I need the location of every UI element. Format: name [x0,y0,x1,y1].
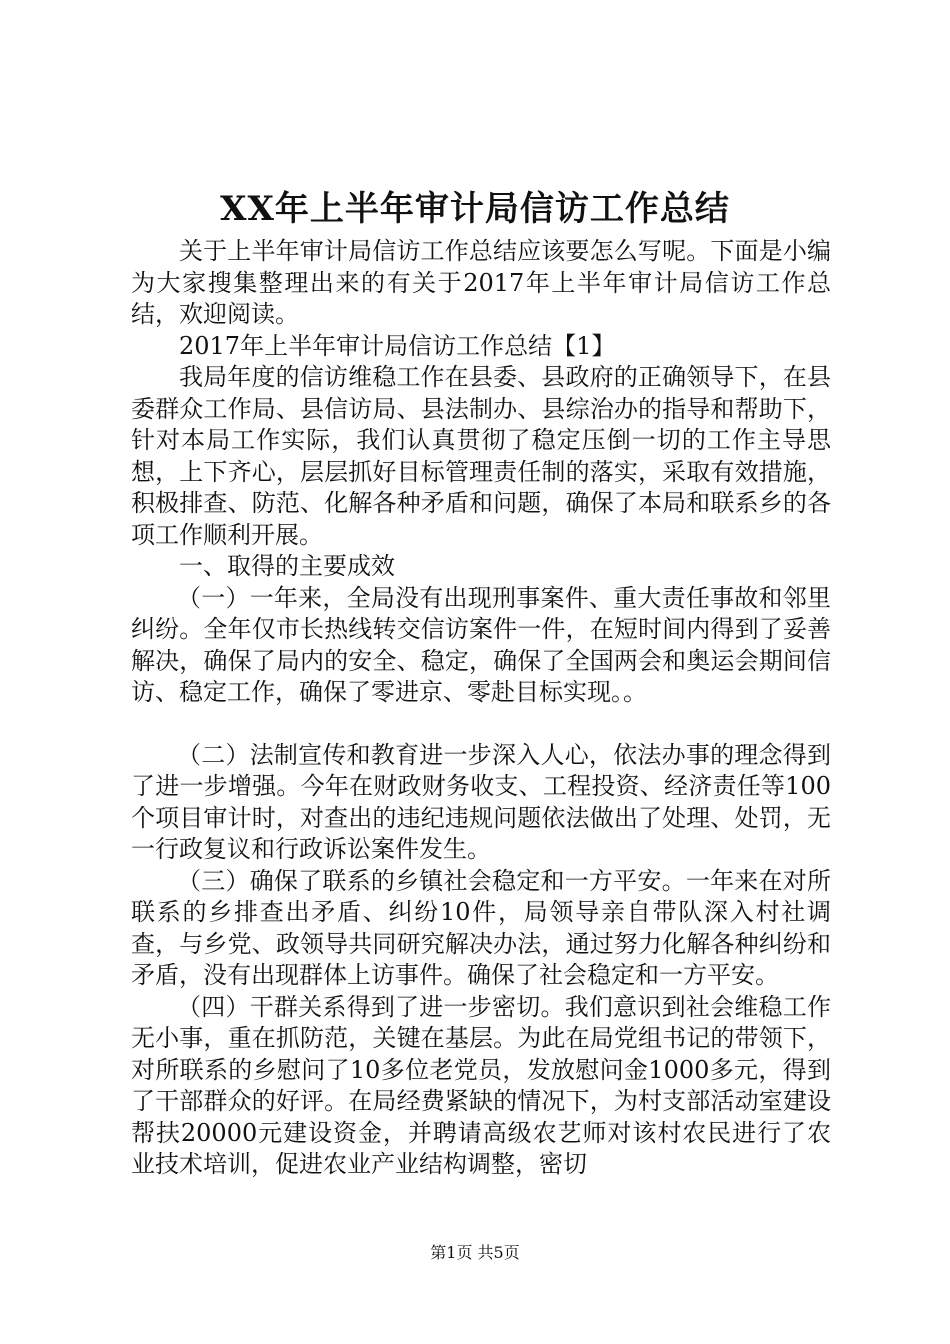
achievement-paragraph-4: （四）干群关系得到了进一步密切。我们意识到社会维稳工作无小事，重在抓防范，关键在基层。为此在局党组书记的带领下，对所联系的乡慰问了10多位老党员，发放慰问金1000多元，得到了干部群众的好评。在局经费紧缺的情况下，为村支部活动室建设帮扶20000元建设资金，并聘请高级农艺师对该村农民进行了农业技术培训，促进农业产业结构调整，密切 [131,992,831,1178]
document-body [131,236,831,1181]
document-title: XX年上半年审计局信访工作总结 [220,189,730,229]
overview-paragraph: 我局年度的信访维稳工作在县委、县政府的正确领导下，在县委群众工作局、县信访局、县法制办、县综治办的指导和帮助下，针对本局工作实际，我们认真贯彻了稳定压倒一切的工作主导思想，上下齐心，层层抓好目标管理责任制的落实，采取有效措施，积极排查、防范、化解各种矛盾和问题，确保了本局和联系乡的各项工作顺利开展。 [131,363,831,549]
intro-paragraph: 关于上半年审计局信访工作总结应该要怎么写呢。下面是小编为大家搜集整理出来的有关于2017年上半年审计局信访工作总结，欢迎阅读。 [131,237,831,328]
page-footer: 第1页 共5页 [430,1243,520,1262]
section-heading-1: 2017年上半年审计局信访工作总结【1】 [179,331,616,360]
achievement-paragraph-2: （二）法制宣传和教育进一步深入人心，依法办事的理念得到了进一步增强。今年在财政财务收支、工程投资、经济责任等100个项目审计时，对查出的违纪违规问题依法做出了处理、处罚，无一行政复议和行政诉讼案件发生。 [131,740,831,863]
achievement-paragraph-3: （三）确保了联系的乡镇社会稳定和一方平安。一年来在对所联系的乡排查出矛盾、纠纷10件，局领导亲自带队深入村社调查，与乡党、政领导共同研究解决办法，通过努力化解各种纠纷和矛盾，没有出现群体上访事件。确保了社会稳定和一方平安。 [131,866,831,989]
achievement-paragraph-1: （一）一年来，全局没有出现刑事案件、重大责任事故和邻里纠纷。全年仅市长热线转交信访案件一件，在短时间内得到了妥善解决，确保了局内的安全、稳定，确保了全国两会和奥运会期间信访、稳定工作，确保了零进京、零赴目标实现。。 [131,583,831,706]
achievements-heading: 一、取得的主要成效 [179,552,395,580]
